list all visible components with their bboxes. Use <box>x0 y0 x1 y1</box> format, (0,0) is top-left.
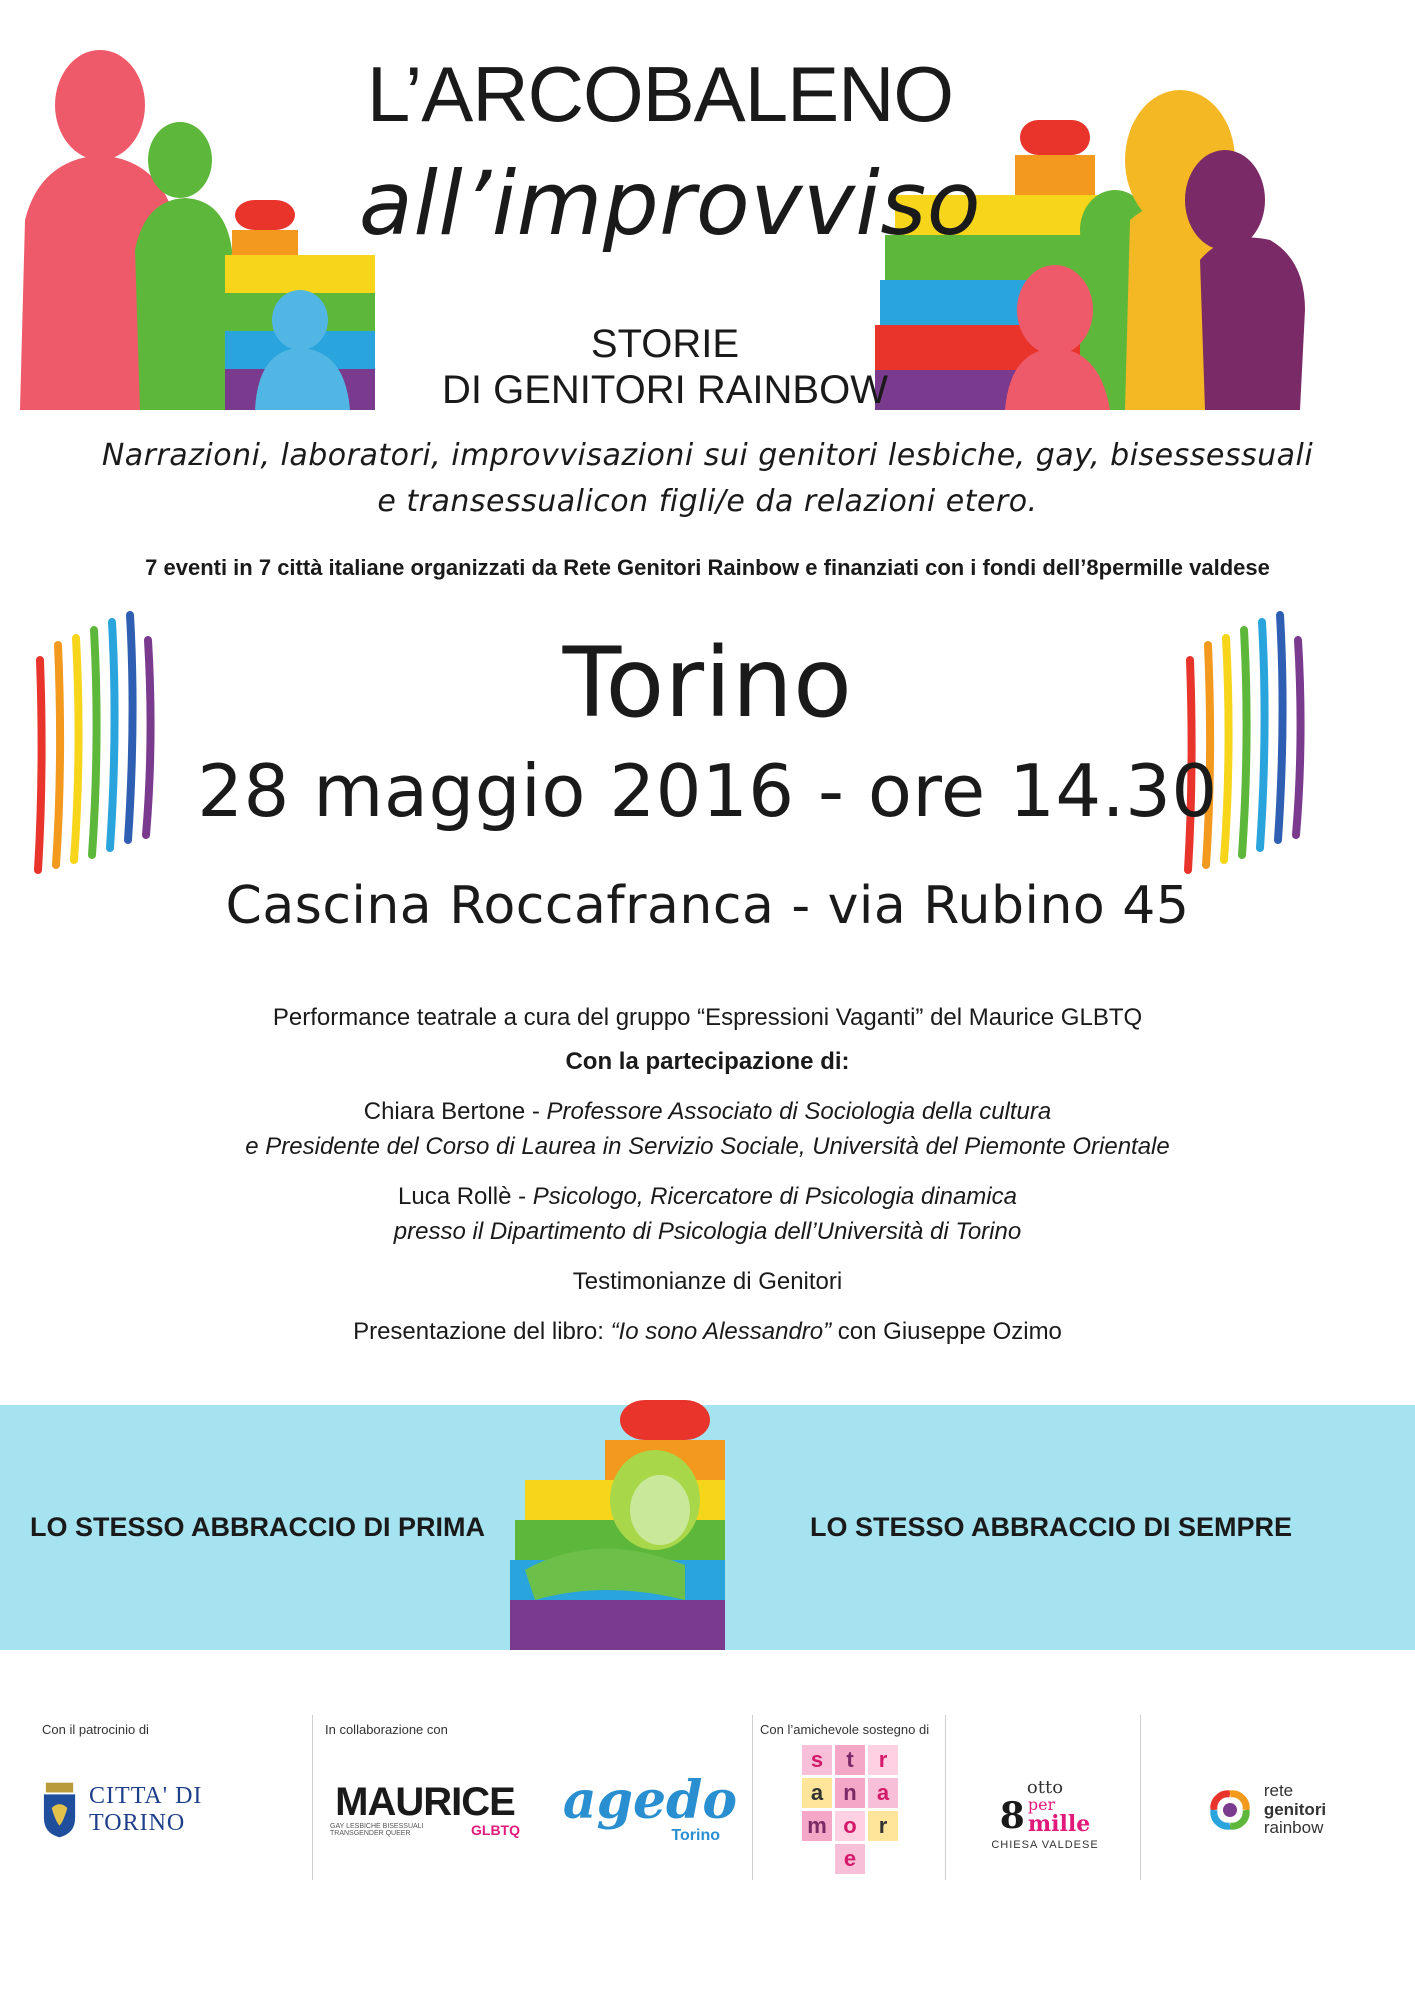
ottopermille-subtext: CHIESA VALDESE <box>991 1839 1099 1851</box>
stranamore-letter: e <box>835 1844 865 1874</box>
maurice-glbtq: GLBTQ <box>471 1822 520 1838</box>
rete-genitori-rainbow-logo <box>1165 1765 1365 1855</box>
tagline-line2: e transessualicon figli/e da relazioni etero. <box>377 484 1038 519</box>
citta-di-torino-text: CITTA' DI TORINO <box>89 1783 203 1836</box>
stranamore-letter: m <box>802 1811 832 1841</box>
footer-divider-4 <box>1140 1715 1141 1880</box>
speaker1-role2: e Presidente del Corso di Laurea in Servizio Sociale, Università del Piemonte Orientale <box>245 1133 1170 1160</box>
ottopermille-per: per <box>1027 1795 1056 1814</box>
rete-text: rete <box>1263 1780 1294 1800</box>
rainbow-text: rainbow <box>1263 1818 1324 1838</box>
poster-title-script: all’improvviso <box>358 152 982 255</box>
book-presentation <box>60 1318 1355 1346</box>
speaker1-role1: Professore Associato di Sociologia della cultura <box>546 1098 1052 1125</box>
genitori-text: genitori <box>1263 1799 1327 1819</box>
stranamore-letter: o <box>835 1811 865 1841</box>
maurice-subtext: GAY LESBICHE BISESSUALI TRANSGENDER QUEER <box>330 1823 424 1837</box>
stranamore-letter: t <box>835 1745 865 1775</box>
book-prefix: Presentazione del libro: <box>353 1318 611 1345</box>
banner-left-text: LO STESSO ABBRACCIO DI PRIMA <box>30 1512 486 1542</box>
speaker2-line1 <box>60 1183 1355 1211</box>
subtitle-line1: STORIE <box>590 322 740 366</box>
book-title: “Io sono Alessandro” <box>610 1318 832 1345</box>
ottopermille-otto: otto <box>1026 1777 1064 1798</box>
book-suffix: con Giuseppe Ozimo <box>831 1318 1062 1345</box>
patronage-caption: Con il patrocinio di <box>42 1722 149 1737</box>
agedo-wordmark: agedo <box>562 1770 738 1831</box>
maurice-logo <box>330 1770 520 1850</box>
speaker1-line1 <box>60 1098 1355 1126</box>
agedo-subtext: Torino <box>671 1827 720 1844</box>
torino-coat-of-arms-icon <box>40 1782 79 1838</box>
stranamore-letter: n <box>835 1778 865 1808</box>
agedo-logo <box>560 1765 740 1855</box>
poster-title: L’ARCOBALENO <box>366 50 954 138</box>
tagline-line1: Narrazioni, laboratori, improvvisazioni sui genitori lesbiche, gay, bisessessuali <box>101 438 1314 473</box>
stranamore-logo <box>795 1747 905 1871</box>
ottopermille-mille: mille <box>1027 1811 1091 1837</box>
info-line: 7 eventi in 7 città italiane organizzati da Rete Genitori Rainbow e finanziati con i fondi dell’8permille valdese <box>145 555 1270 580</box>
footer-divider-2 <box>752 1715 753 1880</box>
collaboration-caption: In collaborazione con <box>325 1722 448 1737</box>
green-child-silhouette <box>135 122 232 410</box>
stranamore-letter: s <box>802 1745 832 1775</box>
speaker1-name: Chiara Bertone - <box>363 1098 547 1125</box>
rainbow-strokes-left <box>30 610 180 880</box>
support-caption: Con l’amichevole sostegno di <box>760 1722 930 1737</box>
rainbow-hug-illustration <box>505 1400 735 1650</box>
rete-rainbow-knot-icon <box>1204 1784 1256 1836</box>
subtitle-line2: DI GENITORI RAINBOW <box>442 368 888 412</box>
ottopermille-logo <box>970 1770 1120 1860</box>
maurice-wordmark: MAURICE <box>335 1780 515 1824</box>
stranamore-letter: r <box>868 1745 898 1775</box>
banner-right-text: LO STESSO ABBRACCIO DI SEMPRE <box>810 1512 1293 1542</box>
citta-di-torino-logo <box>40 1765 300 1855</box>
footer-divider-3 <box>945 1715 946 1880</box>
ottopermille-eight: 8 <box>999 1795 1025 1837</box>
event-date-time: 28 maggio 2016 - ore 14.30 <box>197 749 1218 833</box>
participation-heading: Con la partecipazione di: <box>565 1048 850 1075</box>
event-venue: Cascina Roccafranca - via Rubino 45 <box>225 876 1190 936</box>
speaker2-name: Luca Rollè - <box>398 1183 533 1210</box>
stranamore-letter: a <box>802 1778 832 1808</box>
speaker2-role2: presso il Dipartimento di Psicologia dell’Università di Torino <box>393 1218 1022 1245</box>
rainbow-strokes-right <box>1180 610 1330 880</box>
performance-text: Performance teatrale a cura del gruppo “Espressioni Vaganti” del Maurice GLBTQ <box>272 1004 1143 1031</box>
footer-divider-1 <box>312 1715 313 1880</box>
stranamore-letter: r <box>868 1811 898 1841</box>
event-city: Torino <box>562 627 853 739</box>
speaker2-role1: Psicologo, Ricercatore di Psicologia dinamica <box>532 1183 1017 1210</box>
stranamore-letter: a <box>868 1778 898 1808</box>
testimonies-text: Testimonianze di Genitori <box>572 1268 843 1295</box>
